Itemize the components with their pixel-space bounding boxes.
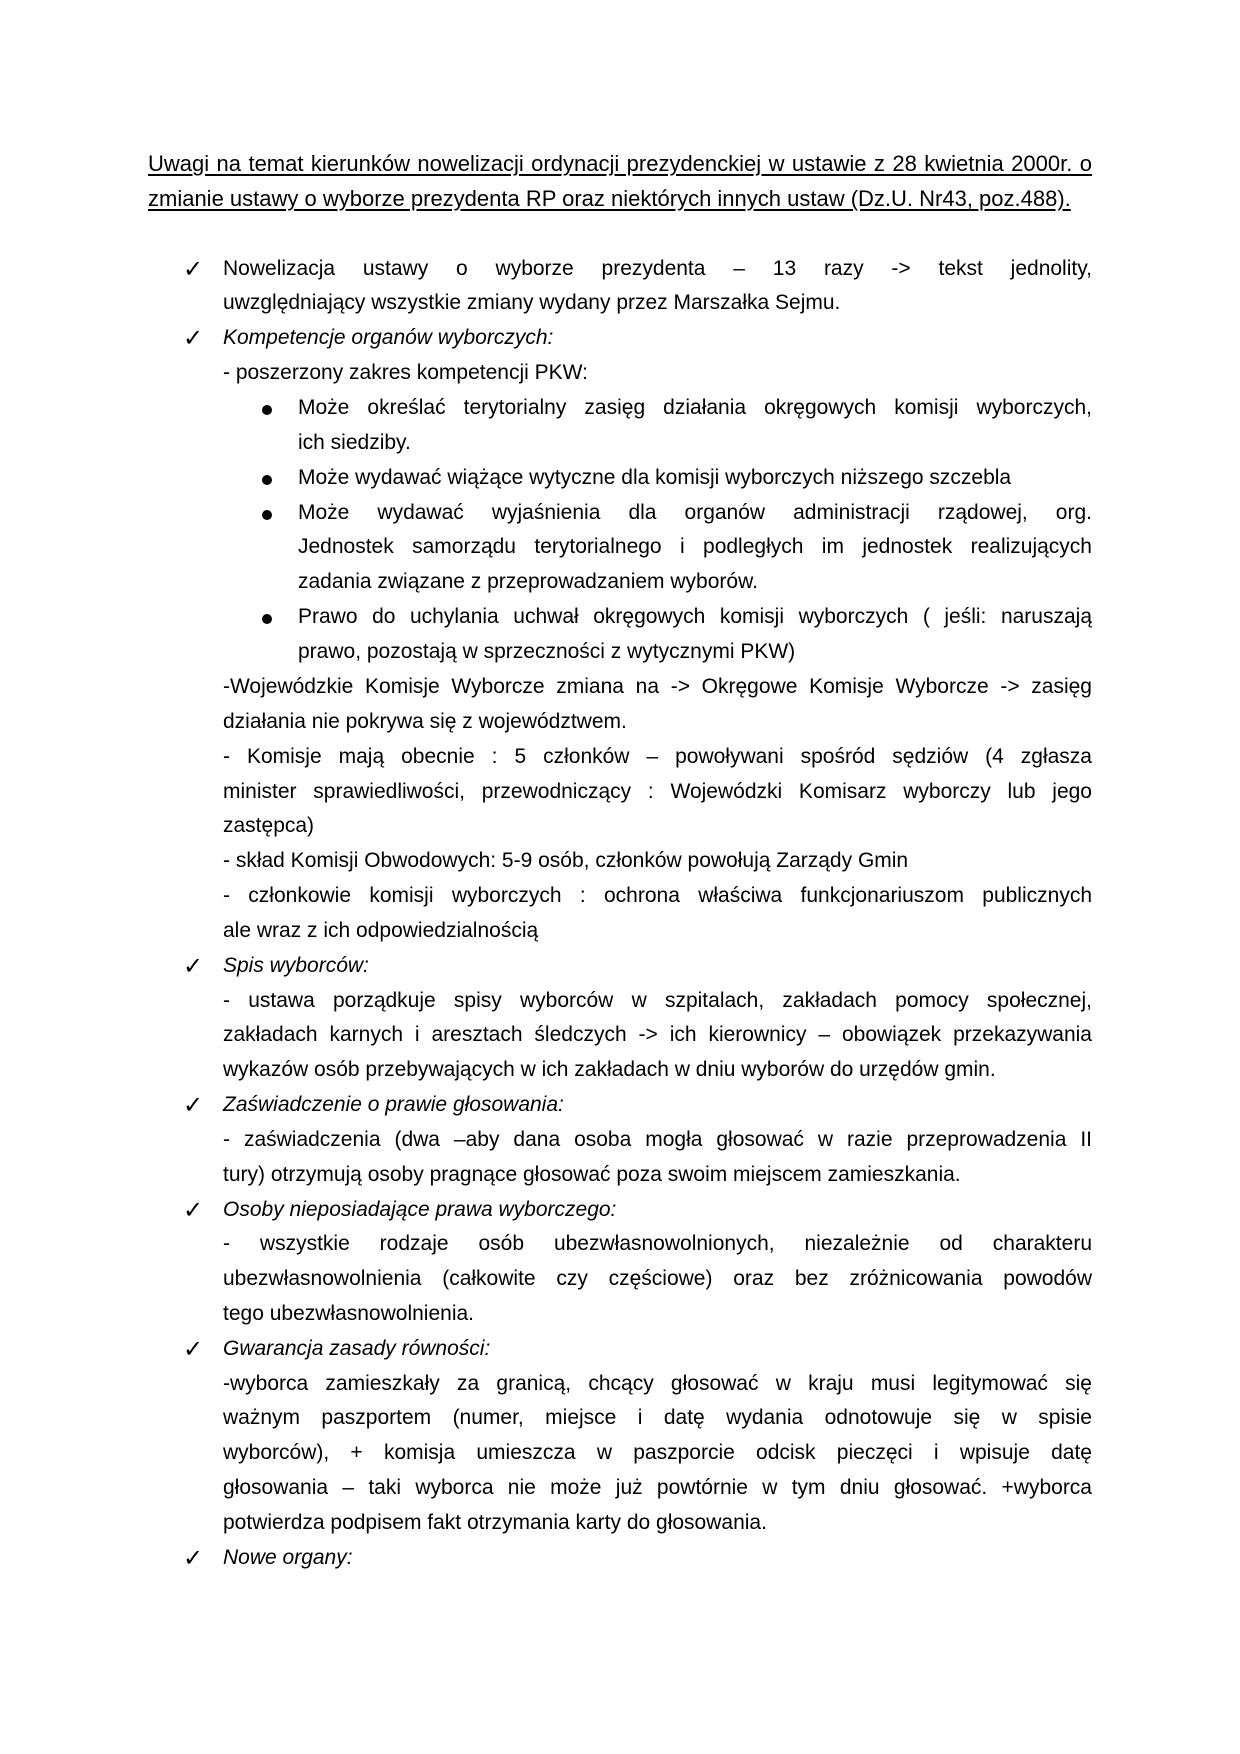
section-heading: Gwarancja zasady równości:	[223, 1337, 491, 1360]
checkmark-icon: ✓	[183, 324, 204, 352]
section-heading: Spis wyborców:	[223, 954, 369, 977]
section-heading: Kompetencje organów wyborczych:	[223, 326, 554, 349]
paragraph-line: ubezwłasnowolnienia (całkowite czy częściowe) oraz bez zróżnicowania powodów	[223, 1267, 1092, 1290]
checkmark-icon: ✓	[183, 1196, 204, 1224]
paragraph-line: wykazów osób przebywających w ich zakładach w dniu wyborów do urzędów gmin.	[223, 1058, 996, 1081]
paragraph-line: - członkowie komisji wyborczych : ochrona właściwa funkcjonariuszom publicznych	[223, 884, 1092, 907]
bullet-icon	[262, 614, 272, 624]
document-title: Uwagi na temat kierunków nowelizacji ordynacji prezydenckiej w ustawie z 28 kwietnia 2000r. o zmianie ustawy o wyborze prezydenta RP oraz niektórych innych ustaw (Dz.U. Nr43, poz.488).	[148, 151, 1092, 211]
paragraph-line: - zaświadczenia (dwa –aby dana osoba mogła głosować w razie przeprowadzenia II	[223, 1128, 1092, 1151]
bullet-icon	[262, 510, 272, 520]
paragraph-line: wyborców), + komisja umieszcza w paszporcie odcisk pieczęci i wpisuje datę	[223, 1441, 1092, 1464]
checkmark-icon: ✓	[183, 1544, 204, 1572]
paragraph-line: - ustawa porządkuje spisy wyborców w szpitalach, zakładach pomocy społecznej,	[223, 989, 1092, 1012]
paragraph-line: tego ubezwłasnowolnienia.	[223, 1302, 475, 1325]
checkmark-icon: ✓	[183, 1091, 204, 1119]
paragraph-line: działania nie pokrywa się z województwem.	[223, 710, 627, 733]
paragraph-line: minister sprawiedliwości, przewodniczący : Wojewódzki Komisarz wyborczy lub jego	[223, 780, 1092, 803]
bullet-line: Może określać terytorialny zasięg działania okręgowych komisji wyborczych,	[298, 396, 1092, 419]
paragraph-line: -wyborca zamieszkały za granicą, chcący głosować w kraju musi legitymować się	[223, 1372, 1092, 1395]
bullet-line: prawo, pozostają w sprzeczności z wytycznymi PKW)	[298, 640, 796, 663]
section-heading: Zaświadczenie o prawie głosowania:	[223, 1093, 564, 1116]
bullet-line: Jednostek samorządu terytorialnego i podległych im jednostek realizujących	[298, 535, 1092, 558]
paragraph-line: tury) otrzymują osoby pragnące głosować poza swoim miejscem zamieszkania.	[223, 1163, 961, 1186]
paragraph-line: ważnym paszportem (numer, miejsce i datę wydania odnotowuje się w spisie	[223, 1406, 1092, 1429]
paragraph-line: - Komisje mają obecnie : 5 członków – powoływani spośród sędziów (4 zgłasza	[223, 745, 1092, 768]
paragraph-line: - wszystkie rodzaje osób ubezwłasnowolnionych, niezależnie od charakteru	[223, 1232, 1092, 1255]
paragraph-line: uwzględniający wszystkie zmiany wydany przez Marszałka Sejmu.	[223, 291, 841, 314]
bullet-line: ich siedziby.	[298, 431, 411, 454]
paragraph-line: Nowelizacja ustawy o wyborze prezydenta – 13 razy -> tekst jednolity,	[223, 257, 1092, 280]
checkmark-icon: ✓	[183, 255, 204, 283]
paragraph-line: zastępca)	[223, 814, 315, 837]
bullet-icon	[262, 475, 272, 485]
bullet-line: Może wydawać wyjaśnienia dla organów administracji rządowej, org.	[298, 501, 1092, 524]
bullet-line: Może wydawać wiążące wytyczne dla komisji wyborczych niższego szczebla	[298, 466, 1012, 489]
section-heading: Osoby nieposiadające prawa wyborczego:	[223, 1198, 617, 1221]
bullet-line: zadania związane z przeprowadzaniem wyborów.	[298, 570, 758, 593]
paragraph-line: ale wraz z ich odpowiedzialnością	[223, 919, 539, 942]
paragraph-line: głosowania – taki wyborca nie może już powtórnie w tym dniu głosować. +wyborca	[223, 1476, 1092, 1499]
paragraph-line: potwierdza podpisem fakt otrzymania karty do głosowania.	[223, 1511, 767, 1534]
checkmark-icon: ✓	[183, 1335, 204, 1363]
bullet-line: Prawo do uchylania uchwał okręgowych komisji wyborczych ( jeśli: naruszają	[298, 605, 1092, 628]
section-heading: Nowe organy:	[223, 1546, 353, 1569]
paragraph-line: - poszerzony zakres kompetencji PKW:	[223, 361, 588, 384]
checkmark-icon: ✓	[183, 952, 204, 980]
paragraph-line: -Wojewódzkie Komisje Wyborcze zmiana na -> Okręgowe Komisje Wyborcze -> zasięg	[223, 675, 1092, 698]
paragraph-line: zakładach karnych i aresztach śledczych -> ich kierownicy – obowiązek przekazywania	[223, 1023, 1092, 1046]
paragraph-line: - skład Komisji Obwodowych: 5-9 osób, członków powołują Zarządy Gmin	[223, 849, 909, 872]
bullet-icon	[262, 405, 272, 415]
